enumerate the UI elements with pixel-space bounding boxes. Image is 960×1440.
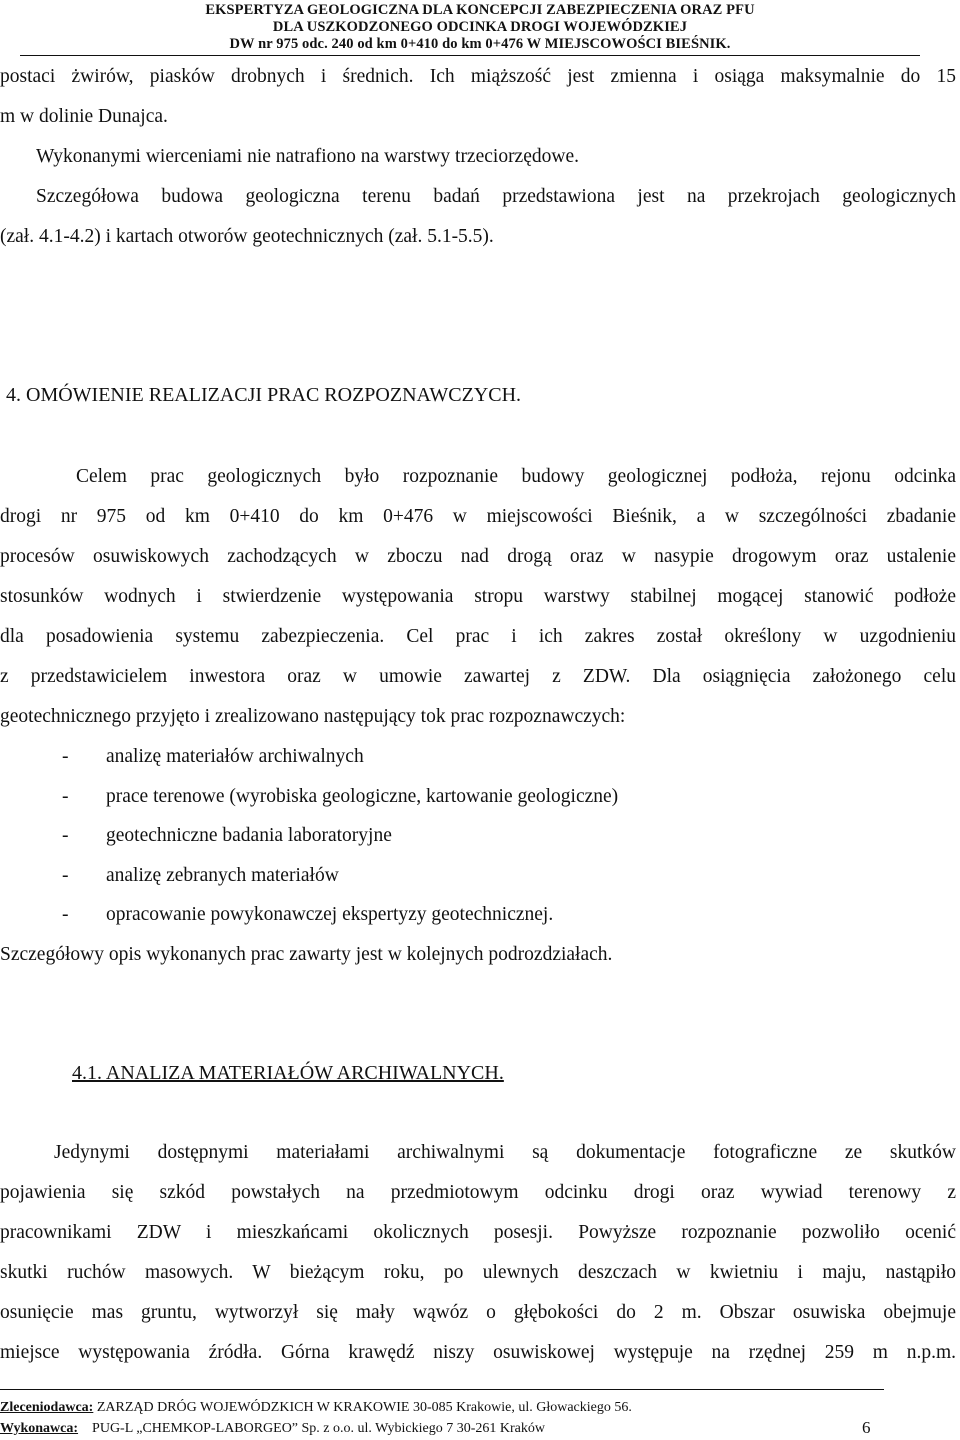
list-dash: - [62, 904, 69, 925]
list-item-text: analizę materiałów archiwalnych [106, 746, 364, 767]
header-divider [20, 55, 920, 56]
section-4-closing: Szczegółowy opis wykonanych prac zawarty jest w kolejnych podrozdziałach. [0, 944, 613, 965]
list-item [62, 746, 364, 768]
list-dash: - [62, 786, 69, 807]
section-4-heading: 4. OMÓWIENIE REALIZACJI PRAC ROZPOZNAWCZYCH. [6, 384, 522, 406]
section-4-1-heading: 4.1. ANALIZA MATERIAŁÓW ARCHIWALNYCH. [72, 1062, 504, 1084]
section-4-line-1: Celem prac geologicznych było rozpoznanie budowy geologicznej podłoża, rejonu odcinka [76, 466, 956, 487]
section-4-1-line-4: skutki ruchów masowych. W bieżącym roku, po ulewnych deszczach w kwietniu i maju, nastąpiło [0, 1262, 956, 1283]
section-4-1-line-5: osunięcie mas gruntu, wytworzył się mały wąwóz o głębokości do 2 m. Obszar osuwiska obejmuje [0, 1302, 956, 1323]
list-item [62, 825, 392, 847]
intro-line-5: (zał. 4.1-4.2) i kartach otworów geotechnicznych (zał. 5.1-5.5). [0, 226, 494, 247]
section-4-line-4: stosunków wodnych i stwierdzenie występowania stropu warstwy stabilnej mogącej stanowić podłoże [0, 586, 956, 607]
intro-line-2: m w dolinie Dunajca. [0, 106, 168, 127]
document-header [0, 2, 960, 53]
list-item [62, 786, 618, 808]
footer-client [0, 1400, 632, 1416]
footer-contractor [0, 1421, 545, 1437]
list-item-text: geotechniczne badania laboratoryjne [106, 825, 392, 846]
header-line-1: EKSPERTYZA GEOLOGICZNA DLA KONCEPCJI ZABEZPIECZENIA ORAZ PFU [205, 2, 755, 18]
section-4-1-line-3: pracownikami ZDW i mieszkańcami okolicznych posesji. Powyższe rozpoznanie pozwoliło ocenić [0, 1222, 956, 1243]
header-line-3: DW nr 975 odc. 240 od km 0+410 do km 0+476 W MIEJSCOWOŚCI BIEŚNIK. [229, 36, 731, 52]
section-4-line-5: dla posadowienia systemu zabezpieczenia. Cel prac i ich zakres został określony w uzgodnieniu [0, 626, 956, 647]
section-4-line-3: procesów osuwiskowych zachodzących w zboczu nad drogą oraz w nasypie drogowym oraz ustalenie [0, 546, 956, 567]
section-4-1-line-1: Jedynymi dostępnymi materiałami archiwalnymi są dokumentacje fotograficzne ze skutków [54, 1142, 956, 1163]
page-number: 6 [862, 1418, 871, 1437]
footer-contractor-value: PUG-L „CHEMKOP-LABORGEO” Sp. z o.o. ul. Wybickiego 7 30-261 Kraków [92, 1421, 545, 1436]
footer-client-value: ZARZĄD DRÓG WOJEWÓDZKICH W KRAKOWIE 30-085 Krakowie, ul. Głowackiego 56. [96, 1400, 632, 1415]
footer-contractor-label: Wykonawca: [0, 1421, 79, 1436]
intro-line-1: postaci żwirów, piasków drobnych i średnich. Ich miąższość jest zmienna i osiąga maksymalnie do 15 [0, 66, 956, 87]
header-line-2: DLA USZKODZONEGO ODCINKA DROGI WOJEWÓDZKIEJ [272, 19, 688, 35]
section-4-1-line-2: pojawienia się szkód powstałych na przedmiotowym odcinku drogi oraz wywiad terenowy z [0, 1182, 956, 1203]
footer-divider [0, 1389, 884, 1390]
section-4-line-7: geotechnicznego przyjęto i zrealizowano następujący tok prac rozpoznawczych: [0, 706, 626, 727]
list-item-text: opracowanie powykonawczej ekspertyzy geotechnicznej. [106, 904, 554, 925]
intro-line-4: Szczegółowa budowa geologiczna terenu badań przedstawiona jest na przekrojach geologicznych [36, 186, 956, 207]
list-dash: - [62, 746, 69, 767]
section-4-line-2: drogi nr 975 od km 0+410 do km 0+476 w miejscowości Bieśnik, a w szczególności zbadanie [0, 506, 956, 527]
list-dash: - [62, 865, 69, 886]
list-item [62, 904, 553, 926]
list-item-text: prace terenowe (wyrobiska geologiczne, kartowanie geologiczne) [106, 786, 619, 807]
list-dash: - [62, 825, 69, 846]
footer-client-label: Zleceniodawca: [0, 1400, 94, 1415]
list-item [62, 865, 339, 887]
list-item-text: analizę zebranych materiałów [106, 865, 339, 886]
section-4-line-6: z przedstawicielem inwestora oraz w umowie zawartej z ZDW. Dla osiągnięcia założonego celu [0, 666, 956, 687]
intro-line-3: Wykonanymi wierceniami nie natrafiono na warstwy trzeciorzędowe. [36, 146, 579, 167]
section-4-1-line-6: miejsce występowania źródła. Górna krawędź niszy osuwiskowej występuje na rzędnej 259 m n.p.m. [0, 1342, 956, 1363]
